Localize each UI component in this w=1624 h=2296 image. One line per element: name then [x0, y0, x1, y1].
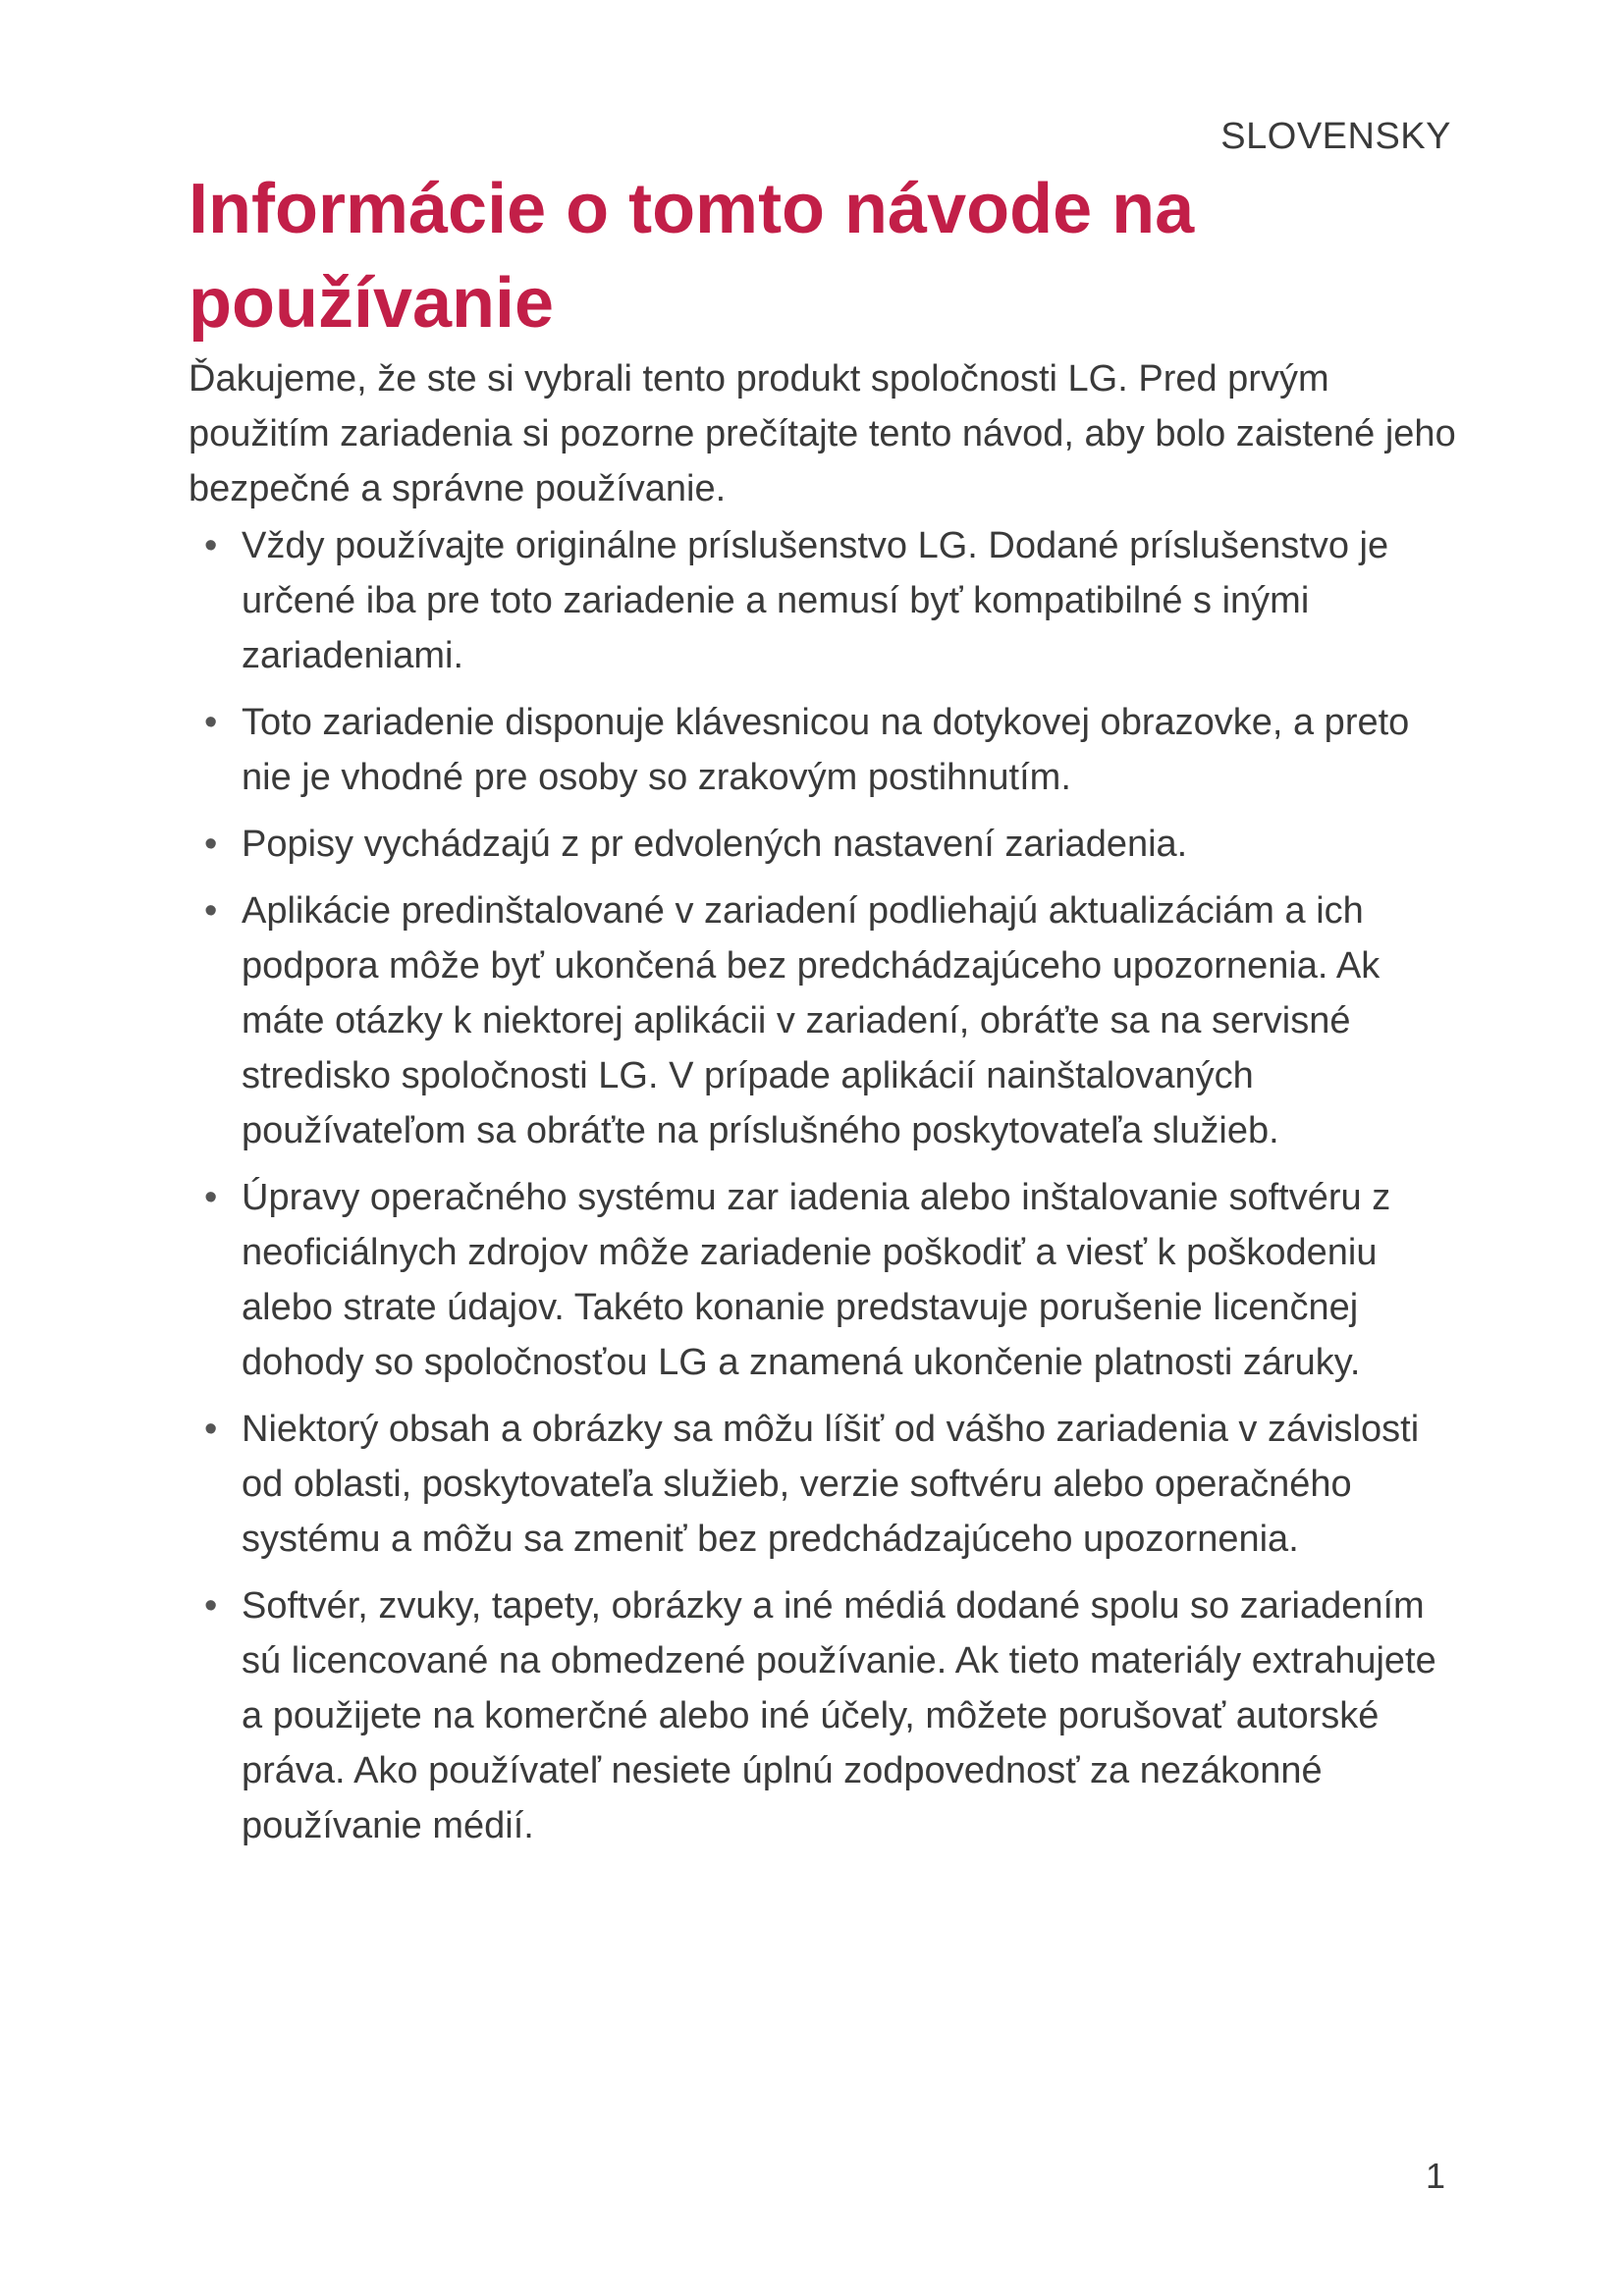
bullet-item-content-variation	[189, 1402, 1455, 1567]
bullet-item-os-modification	[189, 1170, 1455, 1390]
bullet-marker: •	[204, 1409, 218, 1450]
bullet-marker: •	[204, 702, 218, 743]
language-label: SLOVENSKY	[1220, 116, 1451, 157]
bullet-item-accessories	[189, 518, 1455, 683]
bullet-text: Niektorý obsah a obrázky sa môžu líšiť od vášho zariadenia v závislosti od oblasti, poskytovateľa služieb, verzie softvéru alebo operačného systému a môžu sa zmeniť bez predchádzajúceho upozornenia.	[242, 1409, 1420, 1560]
bullet-item-default-settings	[189, 817, 1455, 872]
bullet-item-licensed-media	[189, 1578, 1455, 1853]
bullet-text: Popisy vychádzajú z pr edvolených nastavení zariadenia.	[242, 824, 1188, 865]
bullet-text: Vždy používajte originálne príslušenstvo LG. Dodané príslušenstvo je určené iba pre toto zariadenie a nemusí byť kompatibilné s inými zariadeniami.	[242, 525, 1389, 676]
page-number: 1	[1425, 2156, 1445, 2196]
bullet-item-preinstalled-apps	[189, 883, 1455, 1158]
bullet-list	[189, 518, 1455, 1865]
page-title: Informácie o tomto návode na používanie	[189, 170, 1195, 343]
bullet-marker: •	[204, 1585, 218, 1627]
bullet-marker: •	[204, 1177, 218, 1218]
bullet-marker: •	[204, 824, 218, 865]
bullet-text: Aplikácie predinštalované v zariadení podliehajú aktualizáciám a ich podpora môže byť ukončená bez predchádzajúceho upozornenia. Ak máte otázky k niektorej aplikácii v zariadení, obráťte sa na servisné stredisko spoločnosti LG. V prípade aplikácií nainštalovaných používateľom sa obráťte na príslušného poskytovateľa služieb.	[242, 890, 1380, 1151]
bullet-marker: •	[204, 890, 218, 932]
bullet-item-keyboard	[189, 695, 1455, 805]
bullet-text: Toto zariadenie disponuje klávesnicou na dotykovej obrazovke, a preto nie je vhodné pre osoby so zrakovým postihnutím.	[242, 702, 1410, 798]
intro-paragraph: Ďakujeme, že ste si vybrali tento produkt spoločnosti LG. Pred prvým použitím zariadenia si pozorne prečítajte tento návod, aby bolo zaistené jeho bezpečné a správne používanie.	[189, 358, 1456, 509]
bullet-text: Softvér, zvuky, tapety, obrázky a iné médiá dodané spolu so zariadením sú licencované na obmedzené používanie. Ak tieto materiály extrahujete a použijete na komerčné alebo iné účely, môžete porušovať autorské práva. Ako používateľ nesiete úplnú zodpovednosť za nezákonné používanie médií.	[242, 1585, 1436, 1846]
bullet-text: Úpravy operačného systému zar iadenia alebo inštalovanie softvéru z neoficiálnych zdrojov môže zariadenie poškodiť a viesť k poškodeniu alebo strate údajov. Takéto konanie predstavuje porušenie licenčnej dohody so spoločnosťou LG a znamená ukončenie platnosti záruky.	[242, 1177, 1391, 1383]
bullet-marker: •	[204, 525, 218, 566]
